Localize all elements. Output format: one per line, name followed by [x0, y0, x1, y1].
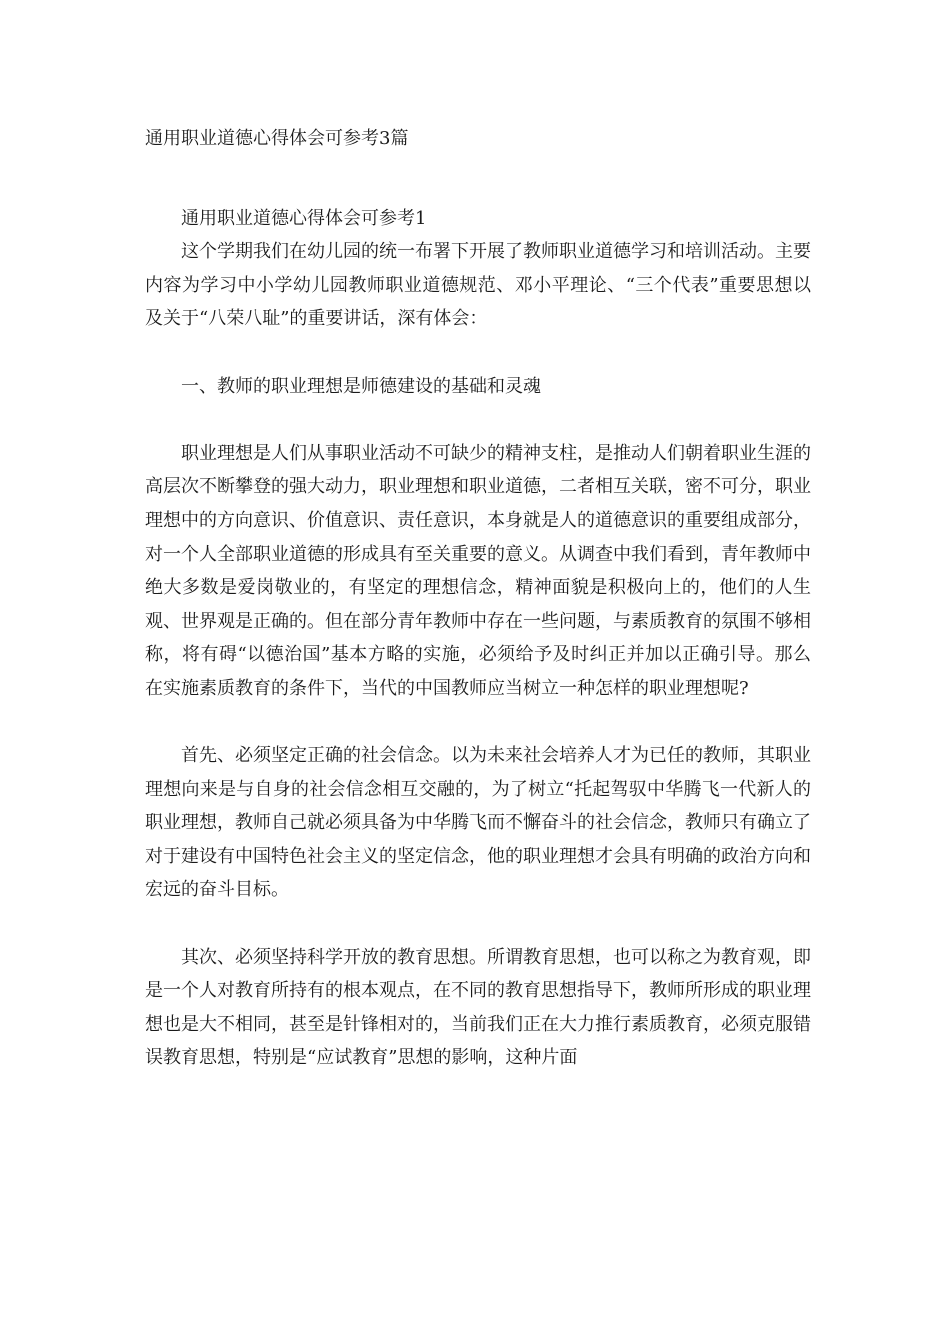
article-subtitle: 通用职业道德心得体会可参考1 [181, 207, 427, 229]
body-paragraph-3: 其次、必须坚持科学开放的教育思想。所谓教育思想，也可以称之为教育观，即是一个人对教育所持有的根本观点，在不同的教育思想指导下，教师所形成的职业理想也是大不相同，甚至是针锋相对的，当前我们正在大力推行素质教育，必须克服错误教育思想，特别是“应试教育”思想的影响，这种片面 [145, 946, 811, 1069]
document-title: 通用职业道德心得体会可参考3篇 [145, 128, 409, 149]
document-body [145, 122, 811, 1075]
body-paragraph-1: 职业理想是人们从事职业活动不可缺少的精神支柱，是推动人们朝着职业生涯的高层次不断攀登的强大动力，职业理想和职业道德，二者相互关联，密不可分，职业理想中的方向意识、价值意识、责任意识，本身就是人的道德意识的重要组成部分，对一个人全部职业道德的形成具有至关重要的意义。从调查中我们看到，青年教师中绝大多数是爱岗敬业的，有坚定的理想信念，精神面貌是积极向上的，他们的人生观、世界观是正确的。但在部分青年教师中存在一些问题，与素质教育的氛围不够相称，将有碍“以德治国”基本方略的实施，必须给予及时纠正并加以正确引导。那么在实施素质教育的条件下，当代的中国教师应当树立一种怎样的职业理想呢? [145, 442, 811, 699]
intro-paragraph: 这个学期我们在幼儿园的统一布署下开展了教师职业道德学习和培训活动。主要内容为学习中小学幼儿园教师职业道德规范、邓小平理论、“三个代表”重要思想以及关于“八荣八耻”的重要讲话，深有体会： [145, 241, 811, 330]
section-heading: 一、教师的职业理想是师德建设的基础和灵魂 [181, 375, 541, 397]
body-paragraph-2: 首先、必须坚定正确的社会信念。以为未来社会培养人才为已任的教师，其职业理想向来是与自身的社会信念相互交融的，为了树立“托起驾驭中华腾飞一代新人的职业理想，教师自己就必须具备为中华腾飞而不懈奋斗的社会信念，教师只有确立了对于建设有中国特色社会主义的坚定信念，他的职业理想才会具有明确的政治方向和宏远的奋斗目标。 [145, 745, 811, 901]
